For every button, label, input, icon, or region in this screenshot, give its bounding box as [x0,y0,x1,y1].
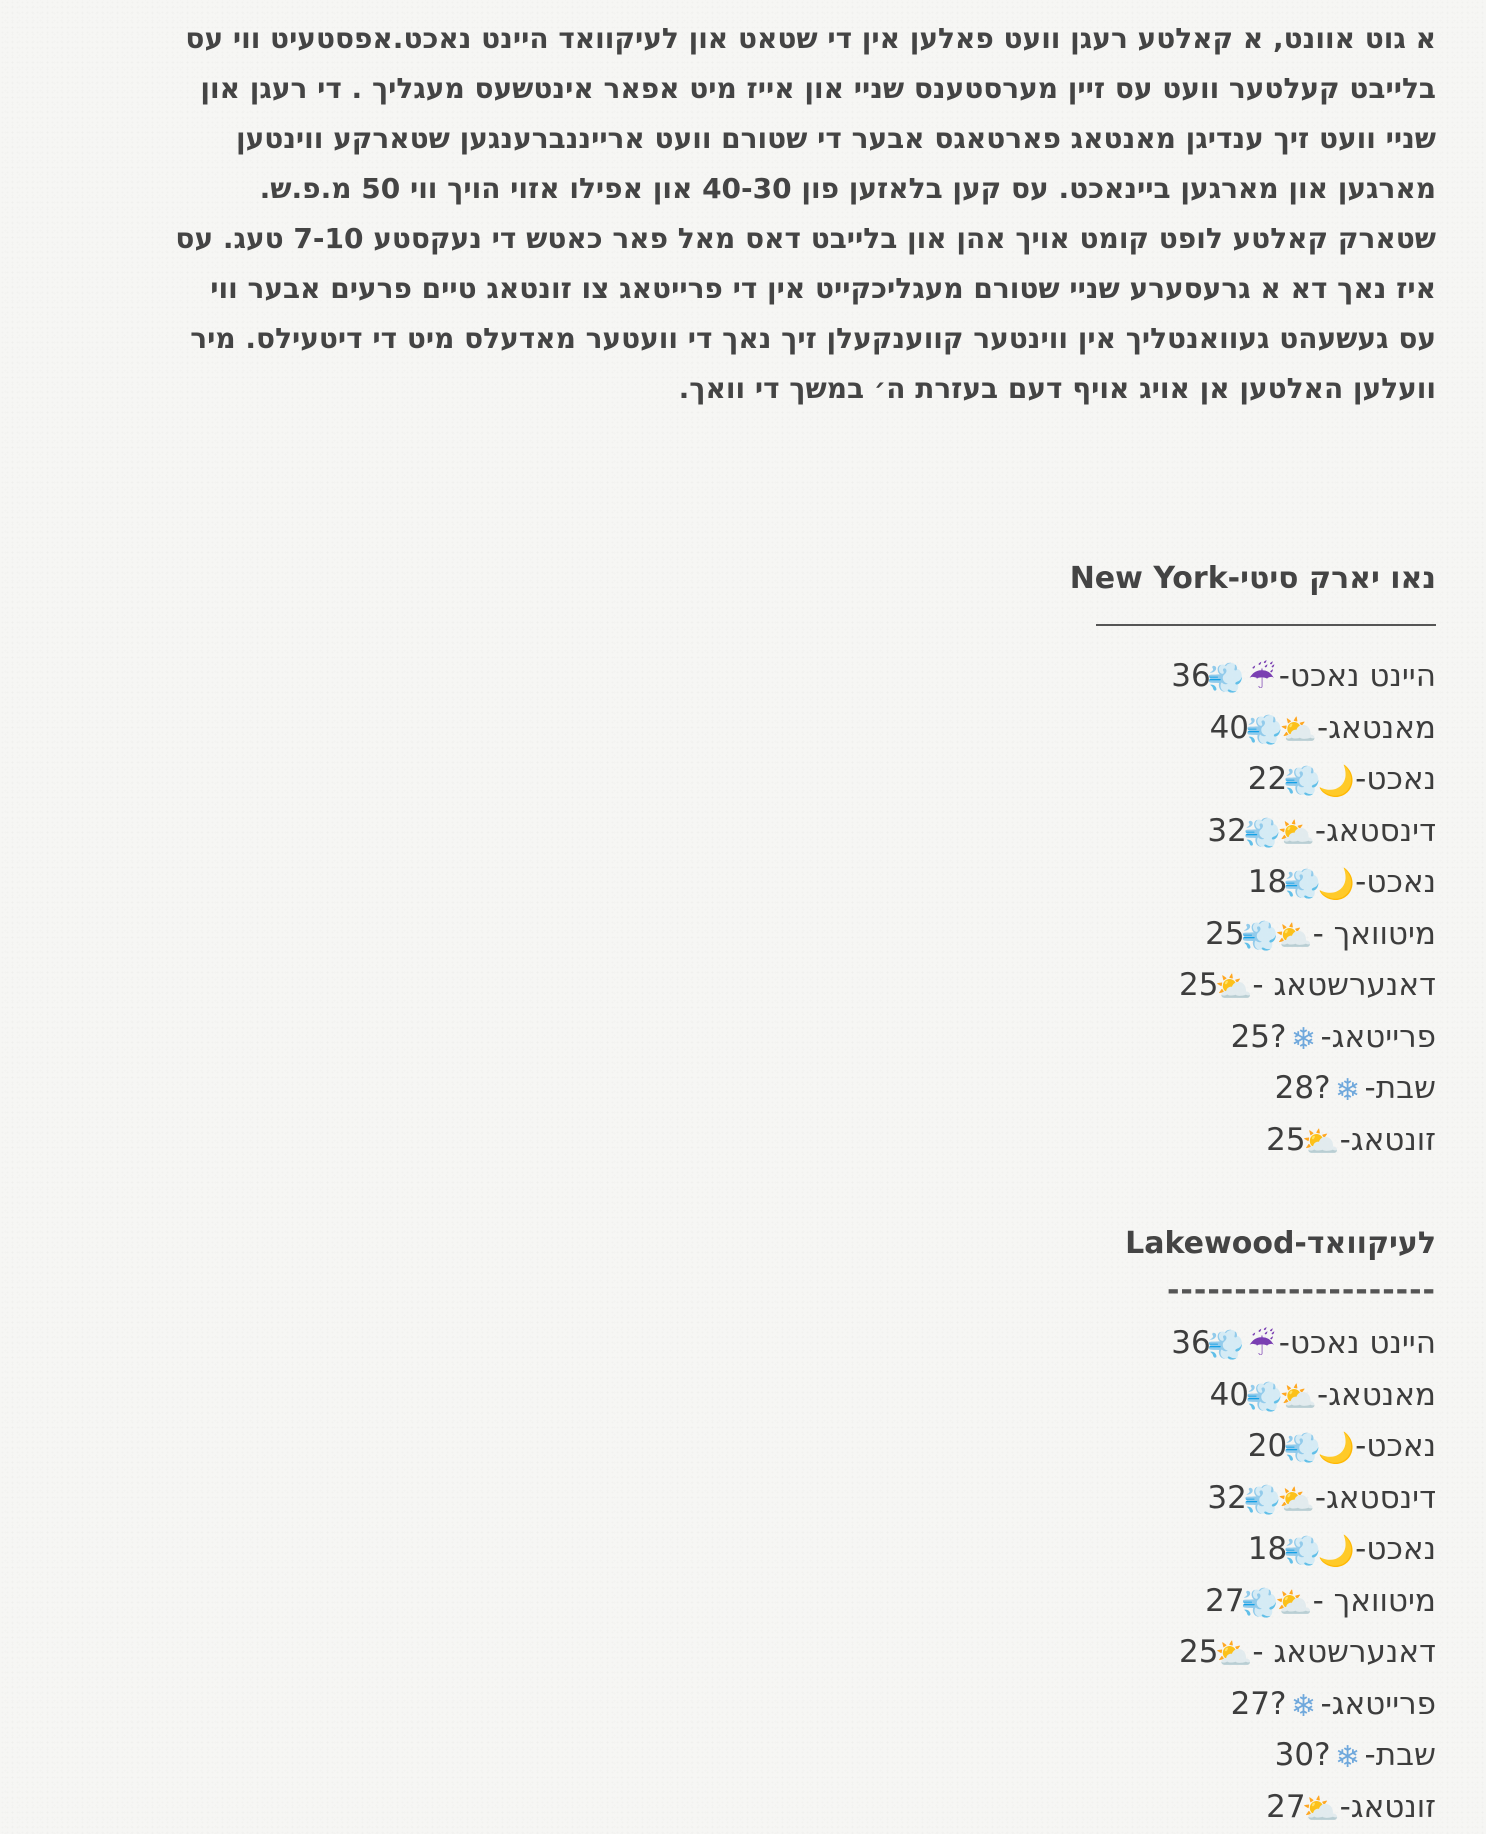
intro-line: שניי וועט זיך ענדיגן מאנטאג פארטאגס אבער די שטורם וועט ארייננברענגען שטארקע ווינטען [100,114,1436,164]
weather-icons [1211,1321,1279,1371]
forecast-day-label: דינסטאג- [1315,1480,1436,1516]
wind-icon: 💨 [1287,1527,1321,1577]
intro-line: עס געשעהט געוואנטליך אין ווינטער קווענקעלן זיך נאך די וועטער מאדעלס מיט די דיטעילס. מיר [100,314,1436,364]
wind-icon: 💨 [1245,912,1279,962]
sun-behind-cloud-icon: ⛅ [1281,1476,1315,1526]
crescent-moon-icon: 🌙 [1321,860,1355,910]
wind-icon: 💨 [1287,757,1321,807]
crescent-moon-icon: 🌙 [1321,1424,1355,1474]
wind-icon: 💨 [1245,1579,1279,1629]
intro-paragraph [100,14,1436,414]
forecast-day-label: פרייטאג- [1320,1019,1436,1055]
wind-icon: 💨 [1211,654,1245,704]
temperature-value: 18 [1248,858,1287,908]
weather-icons [1287,757,1355,807]
wind-icon: 💨 [1287,1424,1321,1474]
temperature-value: 25? [1231,1013,1287,1063]
forecast-day-label: דאנערשטאג - [1252,1634,1436,1670]
temperature-value: 27 [1266,1783,1305,1833]
temperature-value: 22 [1248,755,1287,805]
forecast-day-label: זונטאג- [1340,1122,1436,1158]
crescent-moon-icon: 🌙 [1321,1527,1355,1577]
weather-icons [1245,912,1313,962]
forecast-row [100,961,1436,1013]
forecast-row [100,1731,1436,1783]
wind-icon: 💨 [1249,706,1283,756]
sun-behind-cloud-icon: ⛅ [1306,1118,1340,1168]
lakewood-rows [100,1319,1436,1834]
forecast-row [100,652,1436,704]
temperature-value: 40 [1210,1371,1249,1421]
weather-icons [1249,706,1317,756]
crescent-moon-icon: 🌙 [1321,757,1355,807]
weather-icons [1249,1373,1317,1423]
forecast-day-label: מיטוואך - [1313,916,1436,952]
forecast-day-label: נאכט- [1355,1531,1436,1567]
newyork-forecast [100,554,1436,1167]
forecast-row [100,910,1436,962]
intro-line: איז נאך דא א גרעסערע שניי שטורם מעגליכקייט אין די פרייטאג צו זונטאג טיים פרעים אבער ווי [100,264,1436,314]
lakewood-forecast [100,1219,1436,1834]
temperature-value: 40 [1210,704,1249,754]
forecast-day-label: היינט נאכט- [1279,658,1436,694]
wind-icon: 💨 [1247,809,1281,859]
temperature-value: 25 [1266,1116,1305,1166]
forecast-day-label: מאנטאג- [1317,1377,1436,1413]
forecast-day-label: דינסטאג- [1315,813,1436,849]
umbrella-rain-icon: ☔ [1245,1321,1279,1371]
sun-behind-cloud-icon: ⛅ [1218,1630,1252,1680]
weather-icons [1211,654,1279,704]
forecast-row [100,1577,1436,1629]
weather-icons [1245,1579,1313,1629]
forecast-day-label: נאכט- [1355,1428,1436,1464]
weather-icons [1287,860,1355,910]
forecast-day-label: מאנטאג- [1317,710,1436,746]
weather-icons [1306,1785,1340,1834]
forecast-day-label: דאנערשטאג - [1252,967,1436,1003]
forecast-row [100,1525,1436,1577]
weather-icons [1247,809,1315,859]
temperature-value: 36 [1171,652,1210,702]
wind-icon: 💨 [1247,1476,1281,1526]
forecast-row [100,1628,1436,1680]
forecast-row [100,1474,1436,1526]
snowflake-icon: ❄ [1331,1733,1365,1783]
sun-behind-cloud-icon: ⛅ [1283,706,1317,756]
intro-line: א גוט אוונט, א קאלטע רעגן וועט פאלען אין די שטאט און לעיקוואד היינט נאכט.אפסטעיט ווי עס [100,14,1436,64]
sun-behind-cloud-icon: ⛅ [1306,1785,1340,1834]
temperature-value: 30? [1275,1731,1331,1781]
newyork-title: נאו יארק סיטי-New York [100,554,1436,604]
forecast-row [100,1116,1436,1168]
forecast-day-label: נאכט- [1355,761,1436,797]
temperature-value: 25 [1205,910,1244,960]
temperature-value: 27 [1205,1577,1244,1627]
forecast-row [100,704,1436,756]
wind-icon: 💨 [1249,1373,1283,1423]
temperature-value: 25 [1179,1628,1218,1678]
weather-icons [1286,1682,1320,1732]
forecast-day-label: מיטוואך - [1313,1583,1436,1619]
forecast-day-label: נאכט- [1355,864,1436,900]
intro-line: וועלען האלטען אן אויג אויף דעם בעזרת ה׳ במשך די וואך. [100,364,1436,414]
forecast-row [100,1680,1436,1732]
intro-line: שטארק קאלטע לופט קומט אויך אהן און בלייבט דאס מאל פאר כאטש די נעקסטע 7-10 טעג. עס [100,214,1436,264]
wind-icon: 💨 [1287,860,1321,910]
sun-behind-cloud-icon: ⛅ [1279,1579,1313,1629]
document-page [100,14,1436,1834]
weather-icons [1218,1630,1252,1680]
weather-icons [1287,1424,1355,1474]
temperature-value: 18 [1248,1525,1287,1575]
temperature-value: 28? [1275,1064,1331,1114]
forecast-day-label: שבת- [1365,1070,1436,1106]
weather-icons [1218,963,1252,1013]
forecast-row [100,1319,1436,1371]
umbrella-rain-icon: ☔ [1245,654,1279,704]
intro-line: בלייבט קעלטער וועט עס זיין מערסטענס שניי און אייז מיט אפאר אינטשעס מעגליך . די רעגן און [100,64,1436,114]
temperature-value: 36 [1171,1319,1210,1369]
sun-behind-cloud-icon: ⛅ [1281,809,1315,859]
forecast-row [100,858,1436,910]
temperature-value: 27? [1231,1680,1287,1730]
forecast-row [100,807,1436,859]
weather-icons [1287,1527,1355,1577]
sun-behind-cloud-icon: ⛅ [1218,963,1252,1013]
forecast-day-label: פרייטאג- [1320,1686,1436,1722]
weather-icons [1331,1066,1365,1116]
sun-behind-cloud-icon: ⛅ [1279,912,1313,962]
forecast-row [100,1064,1436,1116]
snowflake-icon: ❄ [1286,1682,1320,1732]
weather-icons [1286,1015,1320,1065]
newyork-rows [100,652,1436,1167]
forecast-row [100,1422,1436,1474]
snowflake-icon: ❄ [1331,1066,1365,1116]
forecast-row [100,755,1436,807]
wind-icon: 💨 [1211,1321,1245,1371]
intro-line: מארגען און מארגען ביינאכט. עס קען בלאזען פון 40-30 און אפילו אזוי הויך ווי 50 מ.פ.ש. [100,164,1436,214]
temperature-value: 32 [1207,807,1246,857]
forecast-day-label: היינט נאכט- [1279,1325,1436,1361]
lakewood-title: לעיקוואד-Lakewood [100,1219,1436,1269]
snowflake-icon: ❄ [1286,1015,1320,1065]
weather-icons [1331,1733,1365,1783]
sun-behind-cloud-icon: ⛅ [1283,1373,1317,1423]
forecast-row [100,1013,1436,1065]
weather-icons [1247,1476,1315,1526]
lakewood-divider: -------------------- [100,1273,1436,1309]
forecast-row [100,1371,1436,1423]
temperature-value: 25 [1179,961,1218,1011]
newyork-divider [1096,604,1436,626]
forecast-day-label: זונטאג- [1340,1789,1436,1825]
forecast-day-label: שבת- [1365,1737,1436,1773]
temperature-value: 20 [1248,1422,1287,1472]
temperature-value: 32 [1207,1474,1246,1524]
forecast-row [100,1783,1436,1834]
weather-icons [1306,1118,1340,1168]
